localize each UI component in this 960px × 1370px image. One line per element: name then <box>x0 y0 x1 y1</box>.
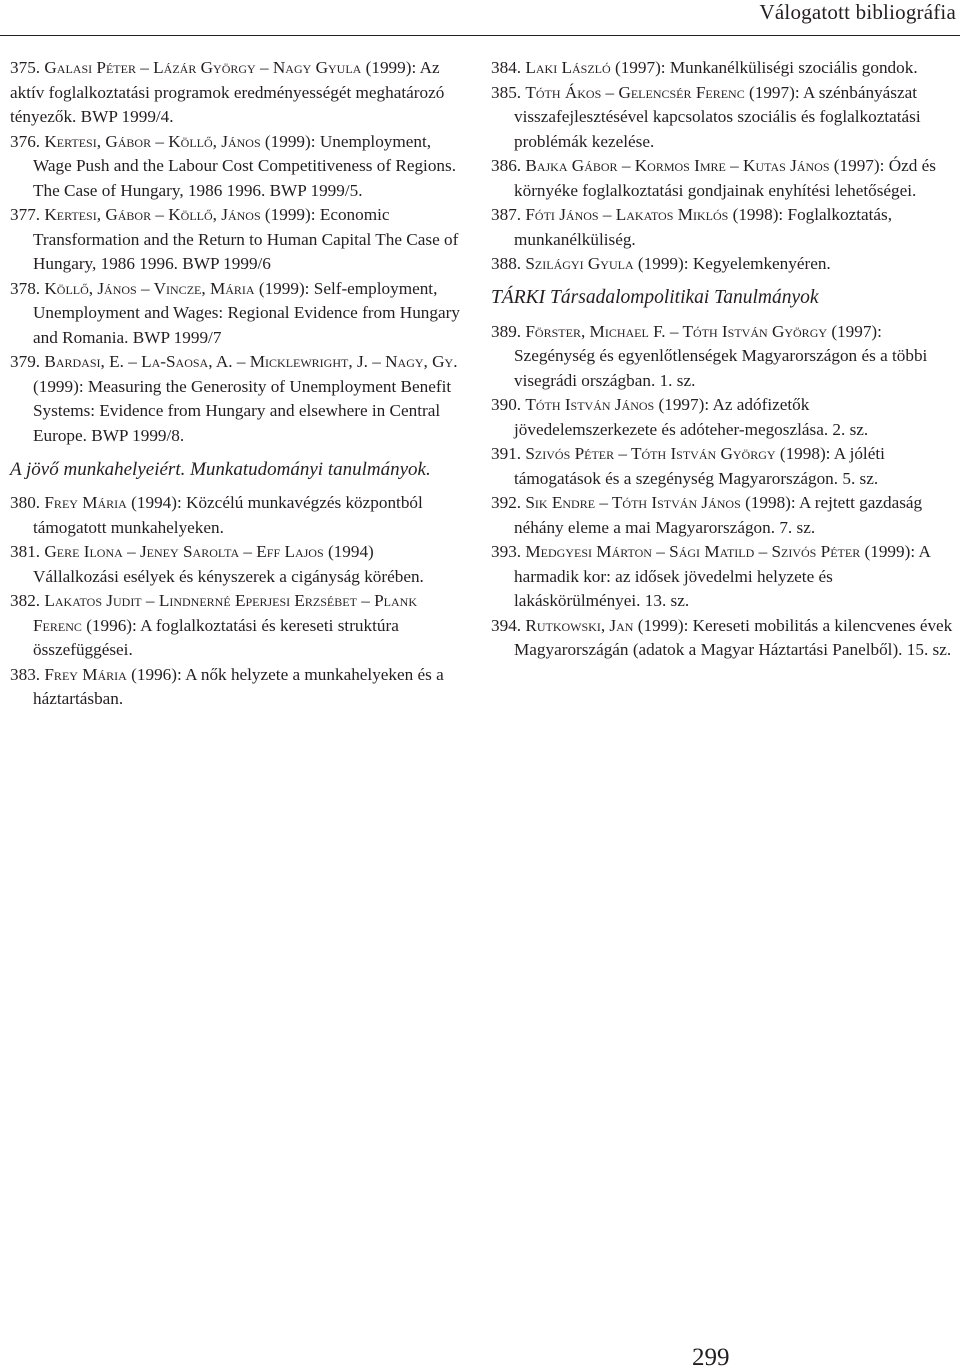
bib-entry-377: 377. Kertesi, Gábor – Köllő, János (1999): Economic Transformation and the Return to Human Capital The Case of Hungary, 1986 1996. BWP 1999/6 <box>10 205 459 273</box>
section-heading: TÁRKI Társadalompolitikai Tanulmányok <box>491 286 819 308</box>
left-column <box>10 56 462 712</box>
entry-authors: Frey Mária <box>44 493 127 512</box>
entry-authors: Bardasi, E. – La-Saosa, A. – Micklewright, J. – Nagy, Gy. <box>44 352 458 371</box>
entry-authors: Kertesi, Gábor – Köllő, János <box>44 131 261 151</box>
bib-entry-393: 393. Medgyesi Márton – Sági Matild – Szivós Péter (1999): A harmadik kor: az idősek jövedelmi helyzete és lakáskörülményei. 13. sz. <box>491 542 930 610</box>
entry-text: (1998): Foglalkoztatás, munkanélküliség. <box>514 205 893 249</box>
entry-authors: Fóti János – Lakatos Miklós <box>525 205 729 224</box>
entry-authors: Medgyesi Márton – Sági Matild – Szivós Péter <box>525 542 861 561</box>
entry-authors: Förster, Michael F. – Tóth István György <box>525 321 828 341</box>
bib-entry-376: 376. Kertesi, Gábor – Köllő, János (1999): Unemployment, Wage Push and the Labour Cost Competitiveness of Regions. The Case of Hungary, 1986 1996. BWP 1999/5. <box>10 131 456 200</box>
bib-entry-380: 380. Frey Mária (1994): Közcélú munkavégzés központból támogatott munkahelyeken. <box>10 493 423 537</box>
entry-text: (1999): Kereseti mobilitás a kilencvenes évek Magyarországán (adatok a Magyar Háztartási Panelből). 15. sz. <box>514 615 953 659</box>
entry-authors: Szilágyi Gyula <box>525 254 634 273</box>
bib-entry-386: 386. Bajka Gábor – Kormos Imre – Kutas János (1997): Ózd és környéke foglalkoztatási gondjainak enyhítési lehetőségei. <box>491 156 936 200</box>
right-column <box>491 56 955 663</box>
page-number: 299 <box>692 1344 730 1370</box>
entry-text: (1994): Közcélú munkavégzés központból támogatott munkahelyeken. <box>33 493 423 537</box>
entry-authors: Szivós Péter – Tóth István György <box>525 444 776 463</box>
bib-entry-385: 385. Tóth Ákos – Gelencsér Ferenc (1997): A szénbányászat visszafejlesztésével kapcsolatos szociális és foglalkoztatási problémák kezelése. <box>491 82 921 151</box>
entry-authors: Bajka Gábor – Kormos Imre – Kutas János <box>525 156 830 175</box>
bib-entry-387: 387. Fóti János – Lakatos Miklós (1998): Foglalkoztatás, munkanélküliség. <box>491 205 893 249</box>
bib-entry-375: 375. Galasi Péter – Lázár György – Nagy Gyula (1999): Az aktív foglalkoztatási programok eredményességét meghatározó tényezők. BWP 1999/4. <box>10 58 445 126</box>
entry-text: (1999): Economic Transformation and the Return to Human Capital The Case of Hungary, 1986 1996. BWP 1999/6 <box>33 205 459 273</box>
entry-authors: Tóth István János <box>525 395 655 414</box>
entry-text: (1997): Munkanélküliségi szociális gondok. <box>610 58 918 77</box>
entry-authors: Rutkowski, Jan <box>525 615 634 635</box>
entry-text: (1999): Self-employment, Unemployment and Wages: Regional Evidence from Hungary and Romania. BWP 1999/7 <box>33 278 460 347</box>
entry-text: (1997): Szegénység és egyenlőtlenségek Magyarországon és a többi visegrádi országban. 1. sz. <box>514 321 928 390</box>
bib-entry-388: 388. Szilágyi Gyula (1999): Kegyelemkenyéren. <box>491 254 831 273</box>
section-heading: A jövő munkahelyeiért. Munkatudományi tanulmányok. <box>10 459 431 480</box>
entry-authors: Tóth Ákos – Gelencsér Ferenc <box>525 82 745 102</box>
bib-entry-379: 379. Bardasi, E. – La-Saosa, A. – Micklewright, J. – Nagy, Gy. (1999): Measuring the Generosity of Unemployment Benefit Systems: Evidence from Hungary and elsewhere in Central Europe. BWP 1999/8. <box>10 352 458 445</box>
entry-text: (1997): Az adófizetők jövedelemszerkezete és adóteher-megoszlása. 2. sz. <box>514 395 869 439</box>
entry-text: (1994) Vállalkozási esélyek és kényszerek a cigányság körében. <box>33 542 424 586</box>
bib-entry-390: 390. Tóth István János (1997): Az adófizetők jövedelemszerkezete és adóteher-megoszlása. 2. sz. <box>491 395 869 439</box>
entry-text: (1999): Az aktív foglalkoztatási programok eredményességét meghatározó tényezők. BWP 1999/4. <box>10 58 445 126</box>
bib-entry-383: 383. Frey Mária (1996): A nők helyzete a munkahelyeken és a háztartásban. <box>10 664 444 708</box>
bib-entry-389: 389. Förster, Michael F. – Tóth István György (1997): Szegénység és egyenlőtlenségek Magyarországon és a többi visegrádi országban. 1. sz. <box>491 321 928 390</box>
bib-entry-378: 378. Köllő, János – Vincze, Mária (1999): Self-employment, Unemployment and Wages: Regional Evidence from Hungary and Romania. BWP 1999/7 <box>10 278 460 347</box>
running-header: Válogatott bibliográfia <box>759 0 956 24</box>
bib-entry-391: 391. Szivós Péter – Tóth István György (1998): A jóléti támogatások és a szegénység Magyarországon. 5. sz. <box>491 444 885 488</box>
entry-authors: Galasi Péter – Lázár György – Nagy Gyula <box>44 58 362 77</box>
entry-text: (1998): A rejtett gazdaság néhány eleme a mai Magyarországon. 7. sz. <box>514 493 923 537</box>
entry-text: (1999): A harmadik kor: az idősek jövedelmi helyzete és lakáskörülményei. 13. sz. <box>514 542 930 610</box>
bib-entry-392: 392. Sik Endre – Tóth István János (1998): A rejtett gazdaság néhány eleme a mai Magyarországon. 7. sz. <box>491 493 923 537</box>
entry-authors: Laki László <box>525 58 611 77</box>
entry-authors: Kertesi, Gábor – Köllő, János <box>44 205 261 224</box>
entry-authors: Sik Endre – Tóth István János <box>525 493 741 512</box>
entry-text: (1997): Ózd és környéke foglalkoztatási gondjainak enyhítési lehetőségei. <box>514 156 936 200</box>
bib-entry-384: 384. Laki László (1997): Munkanélküliségi szociális gondok. <box>491 58 918 77</box>
entry-authors: Köllő, János – Vincze, Mária <box>44 278 255 298</box>
entry-text: (1996): A nők helyzete a munkahelyeken és a háztartásban. <box>33 664 444 708</box>
bib-entry-382: 382. Lakatos Judit – Lindnerné Eperjesi Erzsébet – Plank Ferenc (1996): A foglalkoztatási és kereseti struktúra összefüggései. <box>10 591 417 659</box>
bib-entry-381: 381. Gere Ilona – Jeney Sarolta – Eff Lajos (1994) Vállalkozási esélyek és kényszerek a cigányság körében. <box>10 542 424 586</box>
entry-authors: Gere Ilona – Jeney Sarolta – Eff Lajos <box>44 542 324 561</box>
entry-text: (1998): A jóléti támogatások és a szegénység Magyarországon. 5. sz. <box>514 444 885 488</box>
entry-text: (1999): Unemployment, Wage Push and the Labour Cost Competitiveness of Regions. The Case of Hungary, 1986 1996. BWP 1999/5. <box>33 131 456 200</box>
entry-text: (1996): A foglalkoztatási és kereseti struktúra összefüggései. <box>33 615 399 659</box>
entry-authors: Frey Mária <box>44 664 127 684</box>
header-rule <box>0 35 960 36</box>
entry-text: (1999): Kegyelemkenyéren. <box>633 254 831 273</box>
entry-text: (1997): A szénbányászat visszafejlesztésével kapcsolatos szociális és foglalkoztatási problémák kezelése. <box>514 82 921 151</box>
bib-entry-394: 394. Rutkowski, Jan (1999): Kereseti mobilitás a kilencvenes évek Magyarországán (adatok a Magyar Háztartási Panelből). 15. sz. <box>491 615 953 659</box>
entry-authors: Lakatos Judit – Lindnerné Eperjesi Erzsébet – Plank Ferenc <box>33 591 417 635</box>
entry-text: (1999): Measuring the Generosity of Unemployment Benefit Systems: Evidence from Hungary and elsewhere in Central Europe. BWP 1999/8. <box>33 376 452 445</box>
